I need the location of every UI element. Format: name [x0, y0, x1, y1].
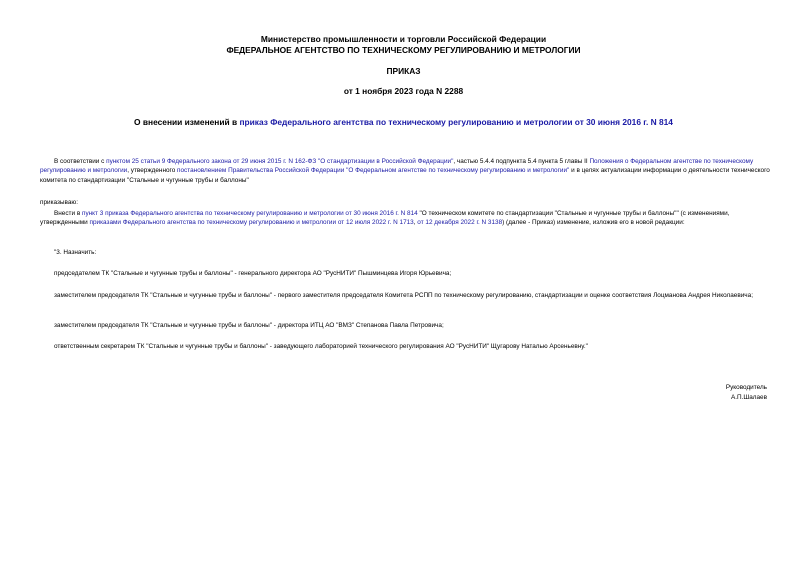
signature-name: А.П.Шалаев — [730, 393, 767, 401]
preamble-text-1: В соответствии с — [54, 158, 107, 165]
preamble-text-4: и в целях актуализации информации о деятельности технического комитета по стандартизации "Стальные и чугунные трубы и баллоны" — [40, 167, 770, 184]
preamble-text-2: , частью 5.4.4 подпункта 5.4 пункта 5 главы II — [453, 158, 590, 165]
regulation-link[interactable]: Положения о Федеральном агентстве по техническому регулированию и метрологии — [40, 158, 754, 175]
list-item: председателем ТК "Стальные и чугунные трубы и баллоны" - генерального директора АО "РусНИТИ" Пышминцева Игоря Юрьевича; — [54, 270, 452, 277]
list-item: заместителем председателя ТК "Стальные и чугунные трубы и баллоны" - директора ИТЦ АО "ВМЗ" Степанова Павла Петровича; — [54, 322, 444, 329]
ministry-name: Министерство промышленности и торговли Российской Федерации — [260, 34, 547, 44]
law-link[interactable]: пунктом 25 статьи 9 Федерального закона от 29 июня 2015 г. N 162-ФЗ "О стандартизации в Российской Федерации" — [106, 158, 454, 165]
list-item: "3. Назначить: — [54, 249, 97, 256]
title-link[interactable]: приказ Федерального агентства по техническому регулированию и метрологии от 30 июня 2016 г. N 814 — [239, 117, 673, 127]
order-1713-link[interactable]: приказами Федерального агентства по техническому регулированию и метрологии от 12 июля 2022 г. N 1713 — [89, 219, 414, 227]
document-date-number: от 1 ноября 2023 года N 2288 — [343, 86, 464, 96]
list-item: заместителем председателя ТК "Стальные и чугунные трубы и баллоны" - первого заместителя председателя Комитета РСПП по техническому регулированию, стандартизации и оценке соответствия Лоцманова Андрея Николаевича; — [54, 292, 753, 299]
government-decree-link[interactable]: постановлением Правительства Российской Федерации "О Федеральном агентстве по техническому регулированию и метрологии" — [177, 167, 570, 175]
preamble-text-3: , утвержденного — [127, 167, 178, 175]
amendment-text-2: "О техническом комитете по стандартизации "Стальные и чугунные трубы и баллоны"" (с изменениями, утвержденными — [40, 210, 730, 227]
signature-block — [726, 383, 767, 402]
preamble-paragraph — [40, 157, 770, 185]
amendment-text-3: , — [413, 219, 418, 227]
list-item: ответственным секретарем ТК "Стальные и чугунные трубы и баллоны" - заведующего лабораторией технического регулирования АО "РусНИТИ" Щугарову Наталью Арсеньевну." — [54, 343, 588, 350]
amendment-paragraph — [40, 209, 770, 228]
amendment-text-1: Внести в — [54, 210, 82, 217]
amendment-text-4: ) (далее - Приказ) изменение, изложив его в новой редакции: — [502, 219, 685, 227]
order-word: приказываю: — [40, 199, 78, 206]
signature-role: Руководитель — [725, 384, 767, 391]
title-prefix: О внесении изменений в — [134, 117, 240, 127]
order-814-link[interactable]: пункт 3 приказа Федерального агентства по техническому регулированию и метрологии от 30 июня 2016 г. N 814 — [81, 210, 418, 217]
document-title — [0, 117, 807, 127]
agency-name: ФЕДЕРАЛЬНОЕ АГЕНТСТВО ПО ТЕХНИЧЕСКОМУ РЕГУЛИРОВАНИЮ И МЕТРОЛОГИИ — [226, 45, 581, 55]
order-3138-link[interactable]: от 12 декабря 2022 г. N 3138 — [417, 219, 503, 227]
document-type: ПРИКАЗ — [386, 66, 421, 76]
